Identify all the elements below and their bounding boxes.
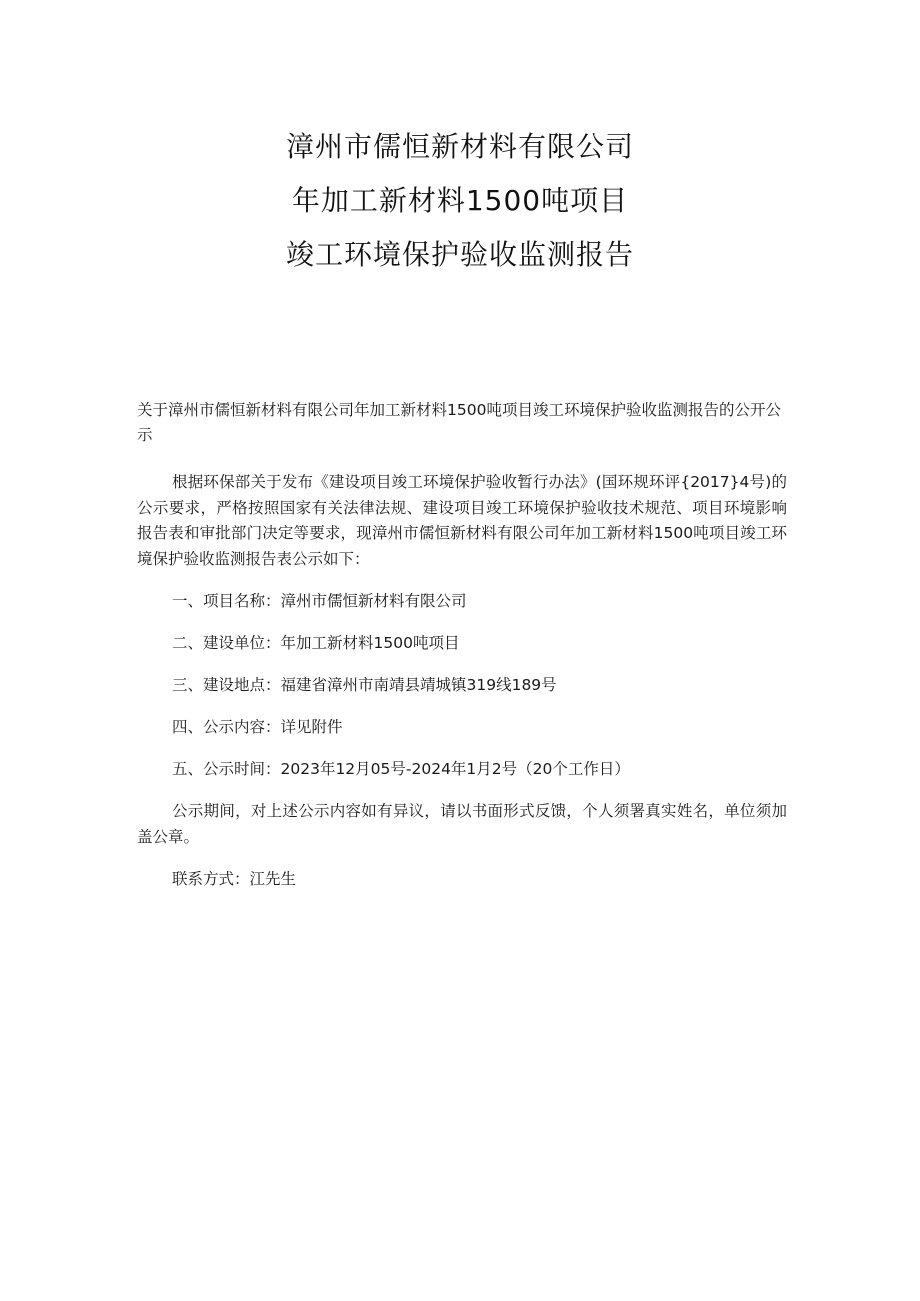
notice-heading: 关于漳州市儒恒新材料有限公司年加工新材料1500吨项目竣工环境保护验收监测报告的公开公示 xyxy=(137,401,781,444)
title-project: 年加工新材料1500吨项目 xyxy=(291,184,629,217)
title-report: 竣工环境保护验收监测报告 xyxy=(285,238,634,271)
item-builder: 二、建设单位：年加工新材料1500吨项目 xyxy=(172,634,460,652)
notice-intro: 根据环保部关于发布《建设项目竣工环境保护验收暂行办法》(国环规环评{2017}4号)的公示要求，严格按照国家有关法律法规、建设项目竣工环境保护验收技术规范、项目环境影响报告表和审批部门决定等要求，现漳州市儒恒新材料有限公司年加工新材料1500吨项目竣工环境保护验收监测报告表公示如下： xyxy=(137,473,787,568)
notice-contact: 联系方式：江先生 xyxy=(172,870,297,888)
item-project-name: 一、项目名称：漳州市儒恒新材料有限公司 xyxy=(172,592,467,610)
item-location: 三、建设地点：福建省漳州市南靖县靖城镇319线189号 xyxy=(172,676,557,694)
title-company: 漳州市儒恒新材料有限公司 xyxy=(285,130,634,163)
report-title xyxy=(0,120,920,282)
notice-body xyxy=(137,398,787,909)
item-period: 五、公示时间：2023年12月05号-2024年1月2号（20个工作日） xyxy=(172,760,630,778)
notice-objection: 公示期间，对上述公示内容如有异议，请以书面形式反馈，个人须署真实姓名，单位须加盖公章。 xyxy=(137,802,787,846)
item-content: 四、公示内容：详见附件 xyxy=(172,718,343,736)
